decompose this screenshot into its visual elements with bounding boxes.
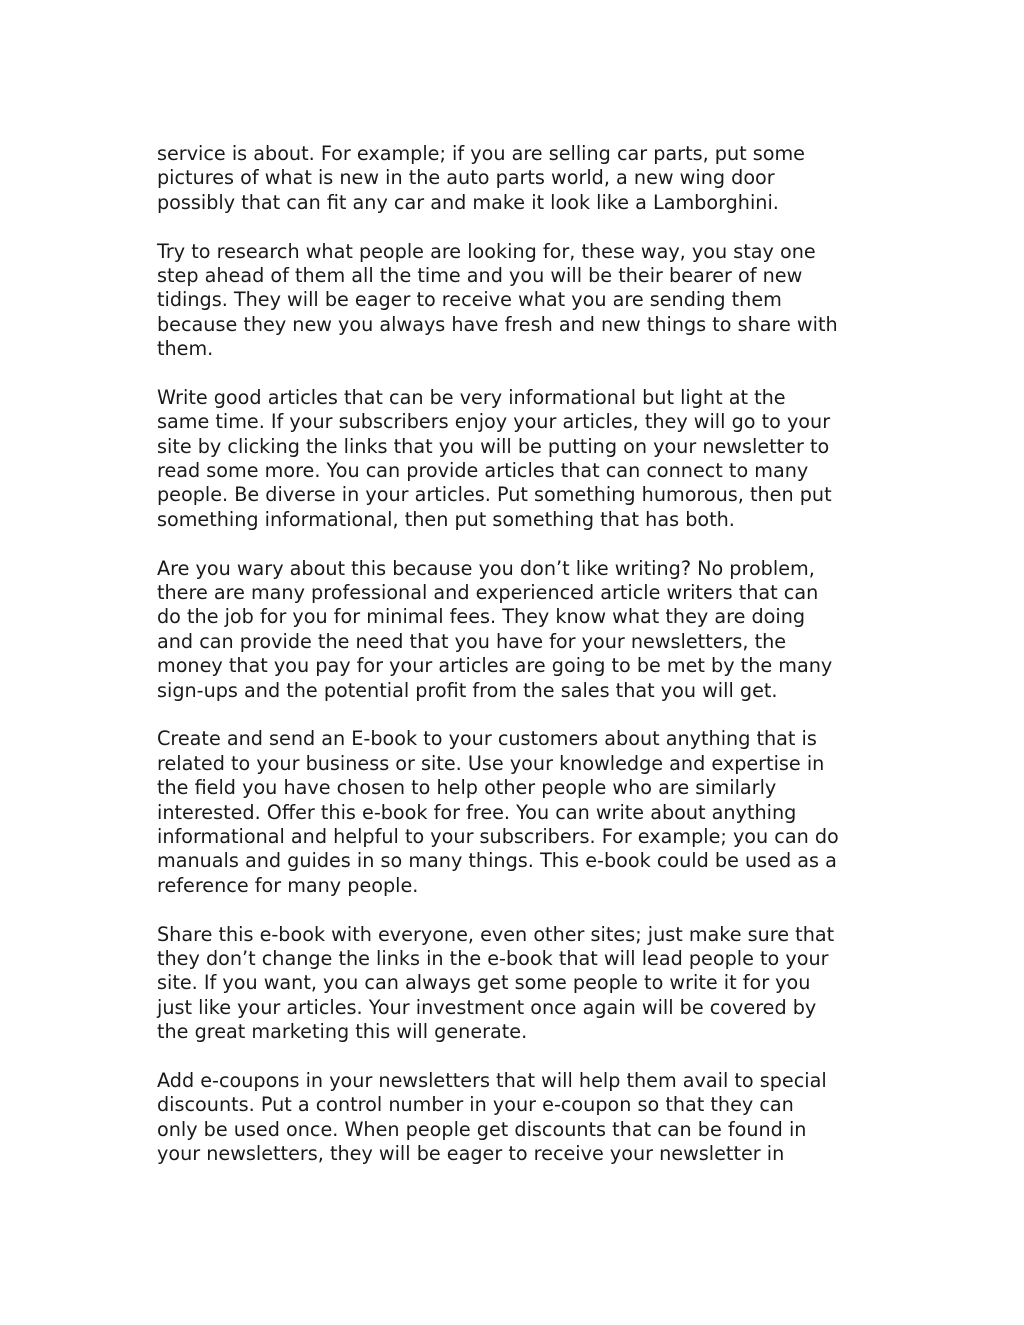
text-line: step ahead of them all the time and you will be their bearer of new: [157, 263, 803, 287]
paragraph-2: [157, 240, 897, 362]
text-line: site. If you want, you can always get some people to write it for you: [157, 971, 811, 995]
text-line: manuals and guides in so many things. This e-book could be used as a: [157, 849, 837, 873]
text-line: and can provide the need that you have for your newsletters, the: [157, 629, 787, 653]
text-line: possibly that can fit any car and make it look like a Lamborghini.: [157, 190, 779, 214]
text-line: Try to research what people are looking for, these way, you stay one: [157, 239, 816, 263]
text-line: just like your articles. Your investment once again will be covered by: [157, 995, 817, 1019]
text-line: they don’t change the links in the e-book that will lead people to your: [157, 946, 829, 970]
text-line: pictures of what is new in the auto parts world, a new wing door: [157, 166, 775, 190]
text-line: something informational, then put something that has both.: [157, 507, 735, 531]
text-line: because they new you always have fresh and new things to share with: [157, 312, 838, 336]
text-line: tidings. They will be eager to receive what you are sending them: [157, 288, 782, 312]
text-line: Are you wary about this because you don’t like writing? No problem,: [157, 556, 815, 580]
text-line: Write good articles that can be very informational but light at the: [157, 385, 786, 409]
text-line: read some more. You can provide articles that can connect to many: [157, 459, 809, 483]
text-line: related to your business or site. Use your knowledge and expertise in: [157, 751, 825, 775]
text-line: same time. If your subscribers enjoy your articles, they will go to your: [157, 410, 831, 434]
text-line: interested. Offer this e-book for free. You can write about anything: [157, 800, 797, 824]
paragraph-5: [157, 727, 897, 898]
text-line: site by clicking the links that you will be putting on your newsletter to: [157, 434, 830, 458]
paragraph-4: [157, 557, 897, 703]
text-line: your newsletters, they will be eager to receive your newsletter in: [157, 1142, 785, 1166]
text-line: Create and send an E-book to your customers about anything that is: [157, 727, 817, 751]
text-line: sign-ups and the potential profit from the sales that you will get.: [157, 678, 778, 702]
text-line: only be used once. When people get discounts that can be found in: [157, 1117, 807, 1141]
text-line: discounts. Put a control number in your e-coupon so that they can: [157, 1093, 794, 1117]
text-line: Add e-coupons in your newsletters that will help them avail to special: [157, 1068, 827, 1092]
paragraph-1: [157, 142, 897, 215]
text-line: the great marketing this will generate.: [157, 1020, 528, 1044]
text-line: them.: [157, 337, 214, 361]
text-line: Share this e-book with everyone, even other sites; just make sure that: [157, 922, 835, 946]
text-line: there are many professional and experienced article writers that can: [157, 581, 819, 605]
document-page: [157, 142, 897, 1191]
text-line: reference for many people.: [157, 873, 419, 897]
text-line: do the job for you for minimal fees. They know what they are doing: [157, 605, 806, 629]
text-line: money that you pay for your articles are going to be met by the many: [157, 654, 833, 678]
text-line: service is about. For example; if you are selling car parts, put some: [157, 142, 805, 165]
paragraph-3: [157, 386, 897, 532]
text-line: people. Be diverse in your articles. Put something humorous, then put: [157, 483, 832, 507]
text-line: the field you have chosen to help other people who are similarly: [157, 776, 777, 800]
paragraph-6: [157, 923, 897, 1045]
paragraph-7: [157, 1069, 897, 1167]
text-line: informational and helpful to your subscribers. For example; you can do: [157, 824, 839, 848]
